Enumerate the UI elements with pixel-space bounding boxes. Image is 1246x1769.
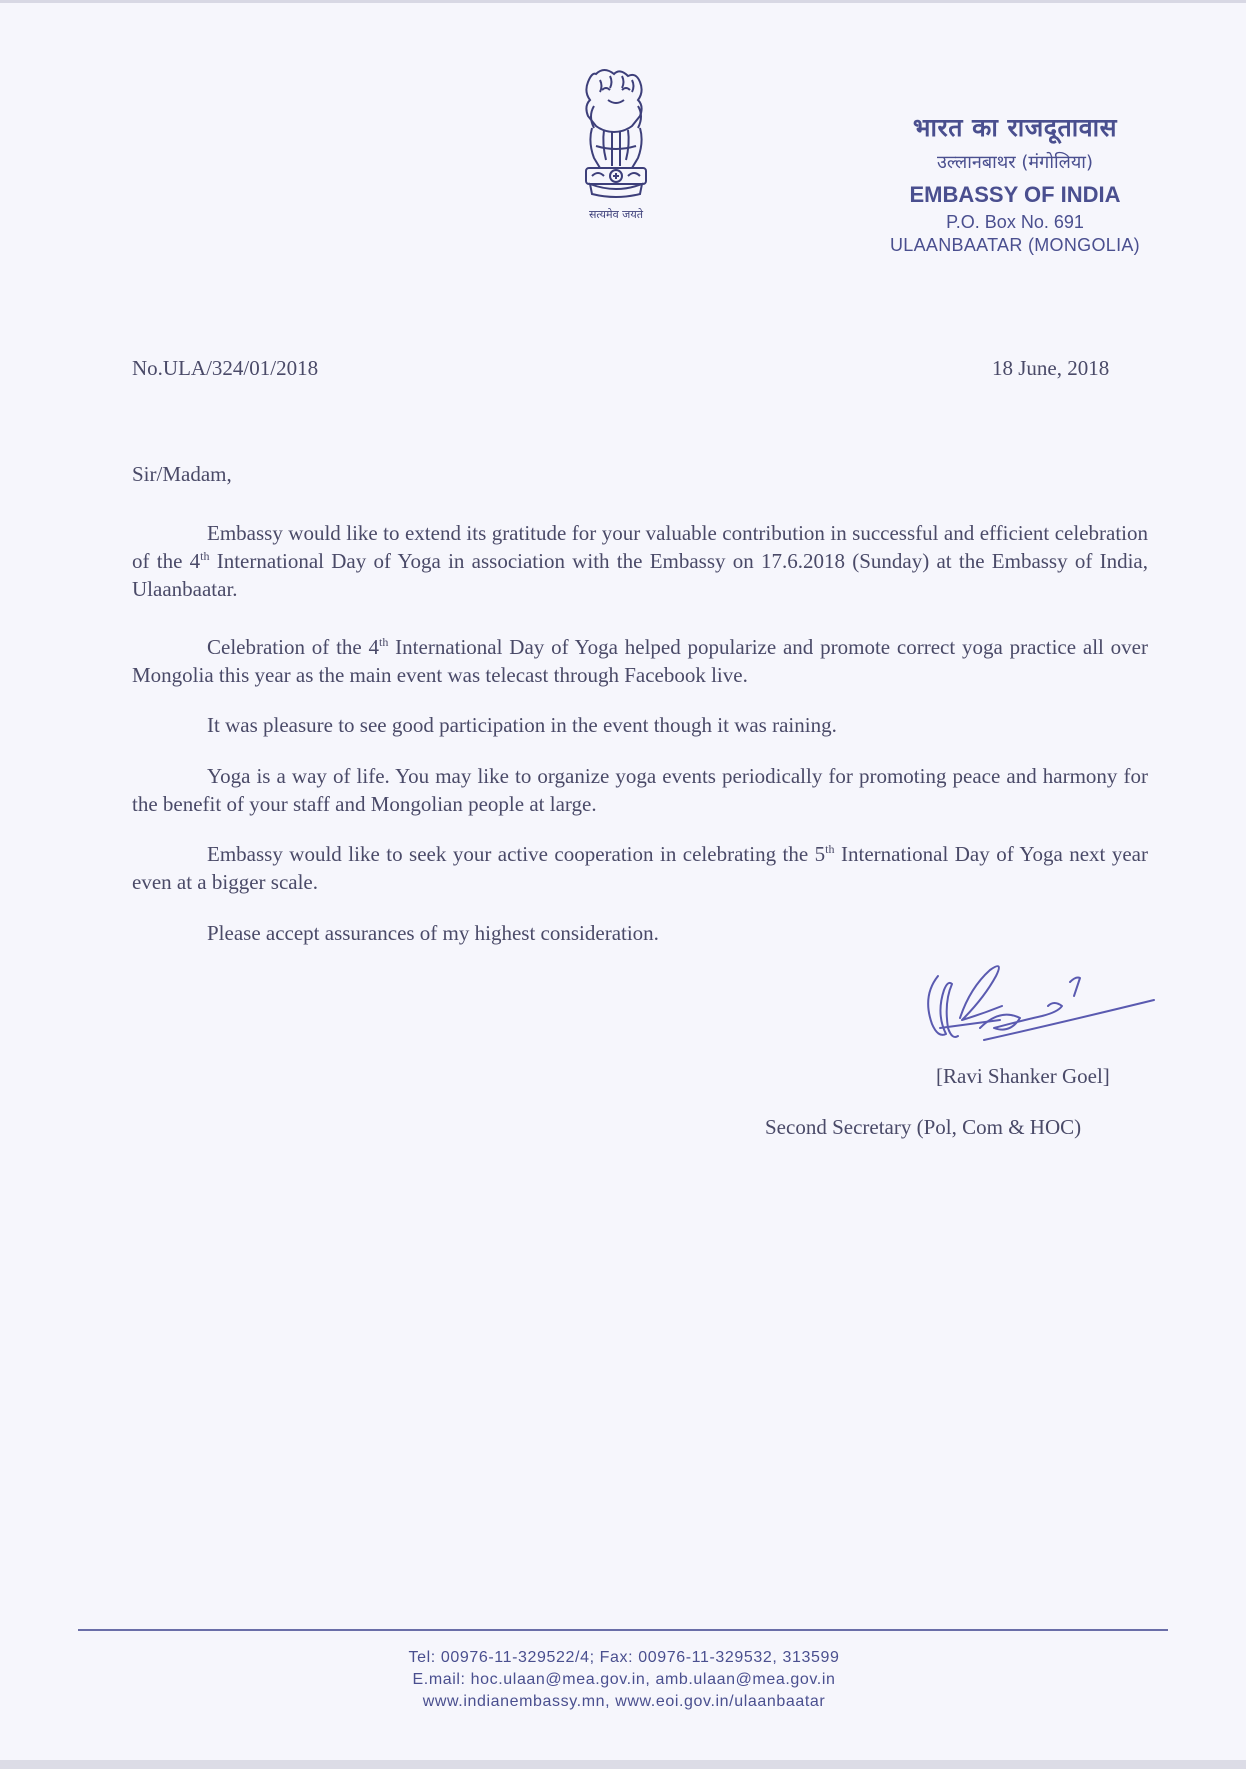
footer-divider xyxy=(78,1629,1168,1631)
ordinal-suffix: th xyxy=(379,635,389,649)
paragraph-2 xyxy=(132,633,1148,689)
footer-email: E.mail: hoc.ulaan@mea.gov.in, amb.ulaan@mea.gov.in xyxy=(412,1671,836,1688)
paragraph-3: It was pleasure to see good participation in the event though it was raining. xyxy=(207,713,837,737)
paragraph-5-part-a: Embassy would like to seek your active cooperation in celebrating the 5 xyxy=(207,842,826,866)
letterhead-hindi-city: उल्लानबाथर (मंगोलिया) xyxy=(937,152,1093,173)
letterhead-hindi-name: भारत का राजदूतावास xyxy=(912,113,1118,142)
paragraph-4: Yoga is a way of life. You may like to organize yoga events periodically for promoting peace and harmony for the benefit of your staff and Mongolian people at large. xyxy=(132,764,1148,816)
handwritten-signature xyxy=(920,958,1180,1058)
page-bottom-edge xyxy=(0,1760,1246,1769)
letterhead xyxy=(850,110,1180,256)
emblem-motto: सत्यमेव जयते xyxy=(588,208,644,221)
paragraph-6: Please accept assurances of my highest consideration. xyxy=(207,921,659,945)
footer-contact xyxy=(300,1647,948,1713)
salutation: Sir/Madam, xyxy=(132,462,232,486)
ordinal-suffix: th xyxy=(200,549,210,563)
paragraph-2-part-a: Celebration of the 4 xyxy=(207,635,380,659)
national-emblem-icon xyxy=(566,66,666,236)
page-top-edge xyxy=(0,0,1246,3)
letterhead-city: ULAANBAATAR (MONGOLIA) xyxy=(890,235,1140,255)
paragraph-2-part-b: International Day of Yoga helped popularize and promote correct yoga practice all over Mongolia this year as the main event was telecast through Facebook live. xyxy=(132,635,1148,687)
footer-phone-fax: Tel: 00976-11-329522/4; Fax: 00976-11-329532, 313599 xyxy=(408,1649,840,1666)
signer-name: [Ravi Shanker Goel] xyxy=(936,1064,1110,1088)
paragraph-1-part-a: Embassy would like to extend its gratitude for your valuable contribution in successful and efficient celebration of the 4 xyxy=(132,521,1148,573)
paragraph-5-part-b: International Day of Yoga next year even at a bigger scale. xyxy=(132,842,1149,894)
footer-websites: www.indianembassy.mn, www.eoi.gov.in/ulaanbaatar xyxy=(422,1693,826,1710)
paragraph-1-part-b: International Day of Yoga in association with the Embassy on 17.6.2018 (Sunday) at the Embassy of India, Ulaanbaatar. xyxy=(132,549,1148,601)
letter-date: 18 June, 2018 xyxy=(992,356,1110,380)
paragraph-5 xyxy=(132,840,1148,896)
ordinal-suffix: th xyxy=(825,842,835,856)
letterhead-po-box: P.O. Box No. 691 xyxy=(946,212,1084,232)
paragraph-1 xyxy=(132,519,1148,603)
signer-designation: Second Secretary (Pol, Com & HOC) xyxy=(765,1115,1082,1139)
reference-number: No.ULA/324/01/2018 xyxy=(132,356,319,380)
letterhead-english-name: EMBASSY OF INDIA xyxy=(909,182,1121,207)
